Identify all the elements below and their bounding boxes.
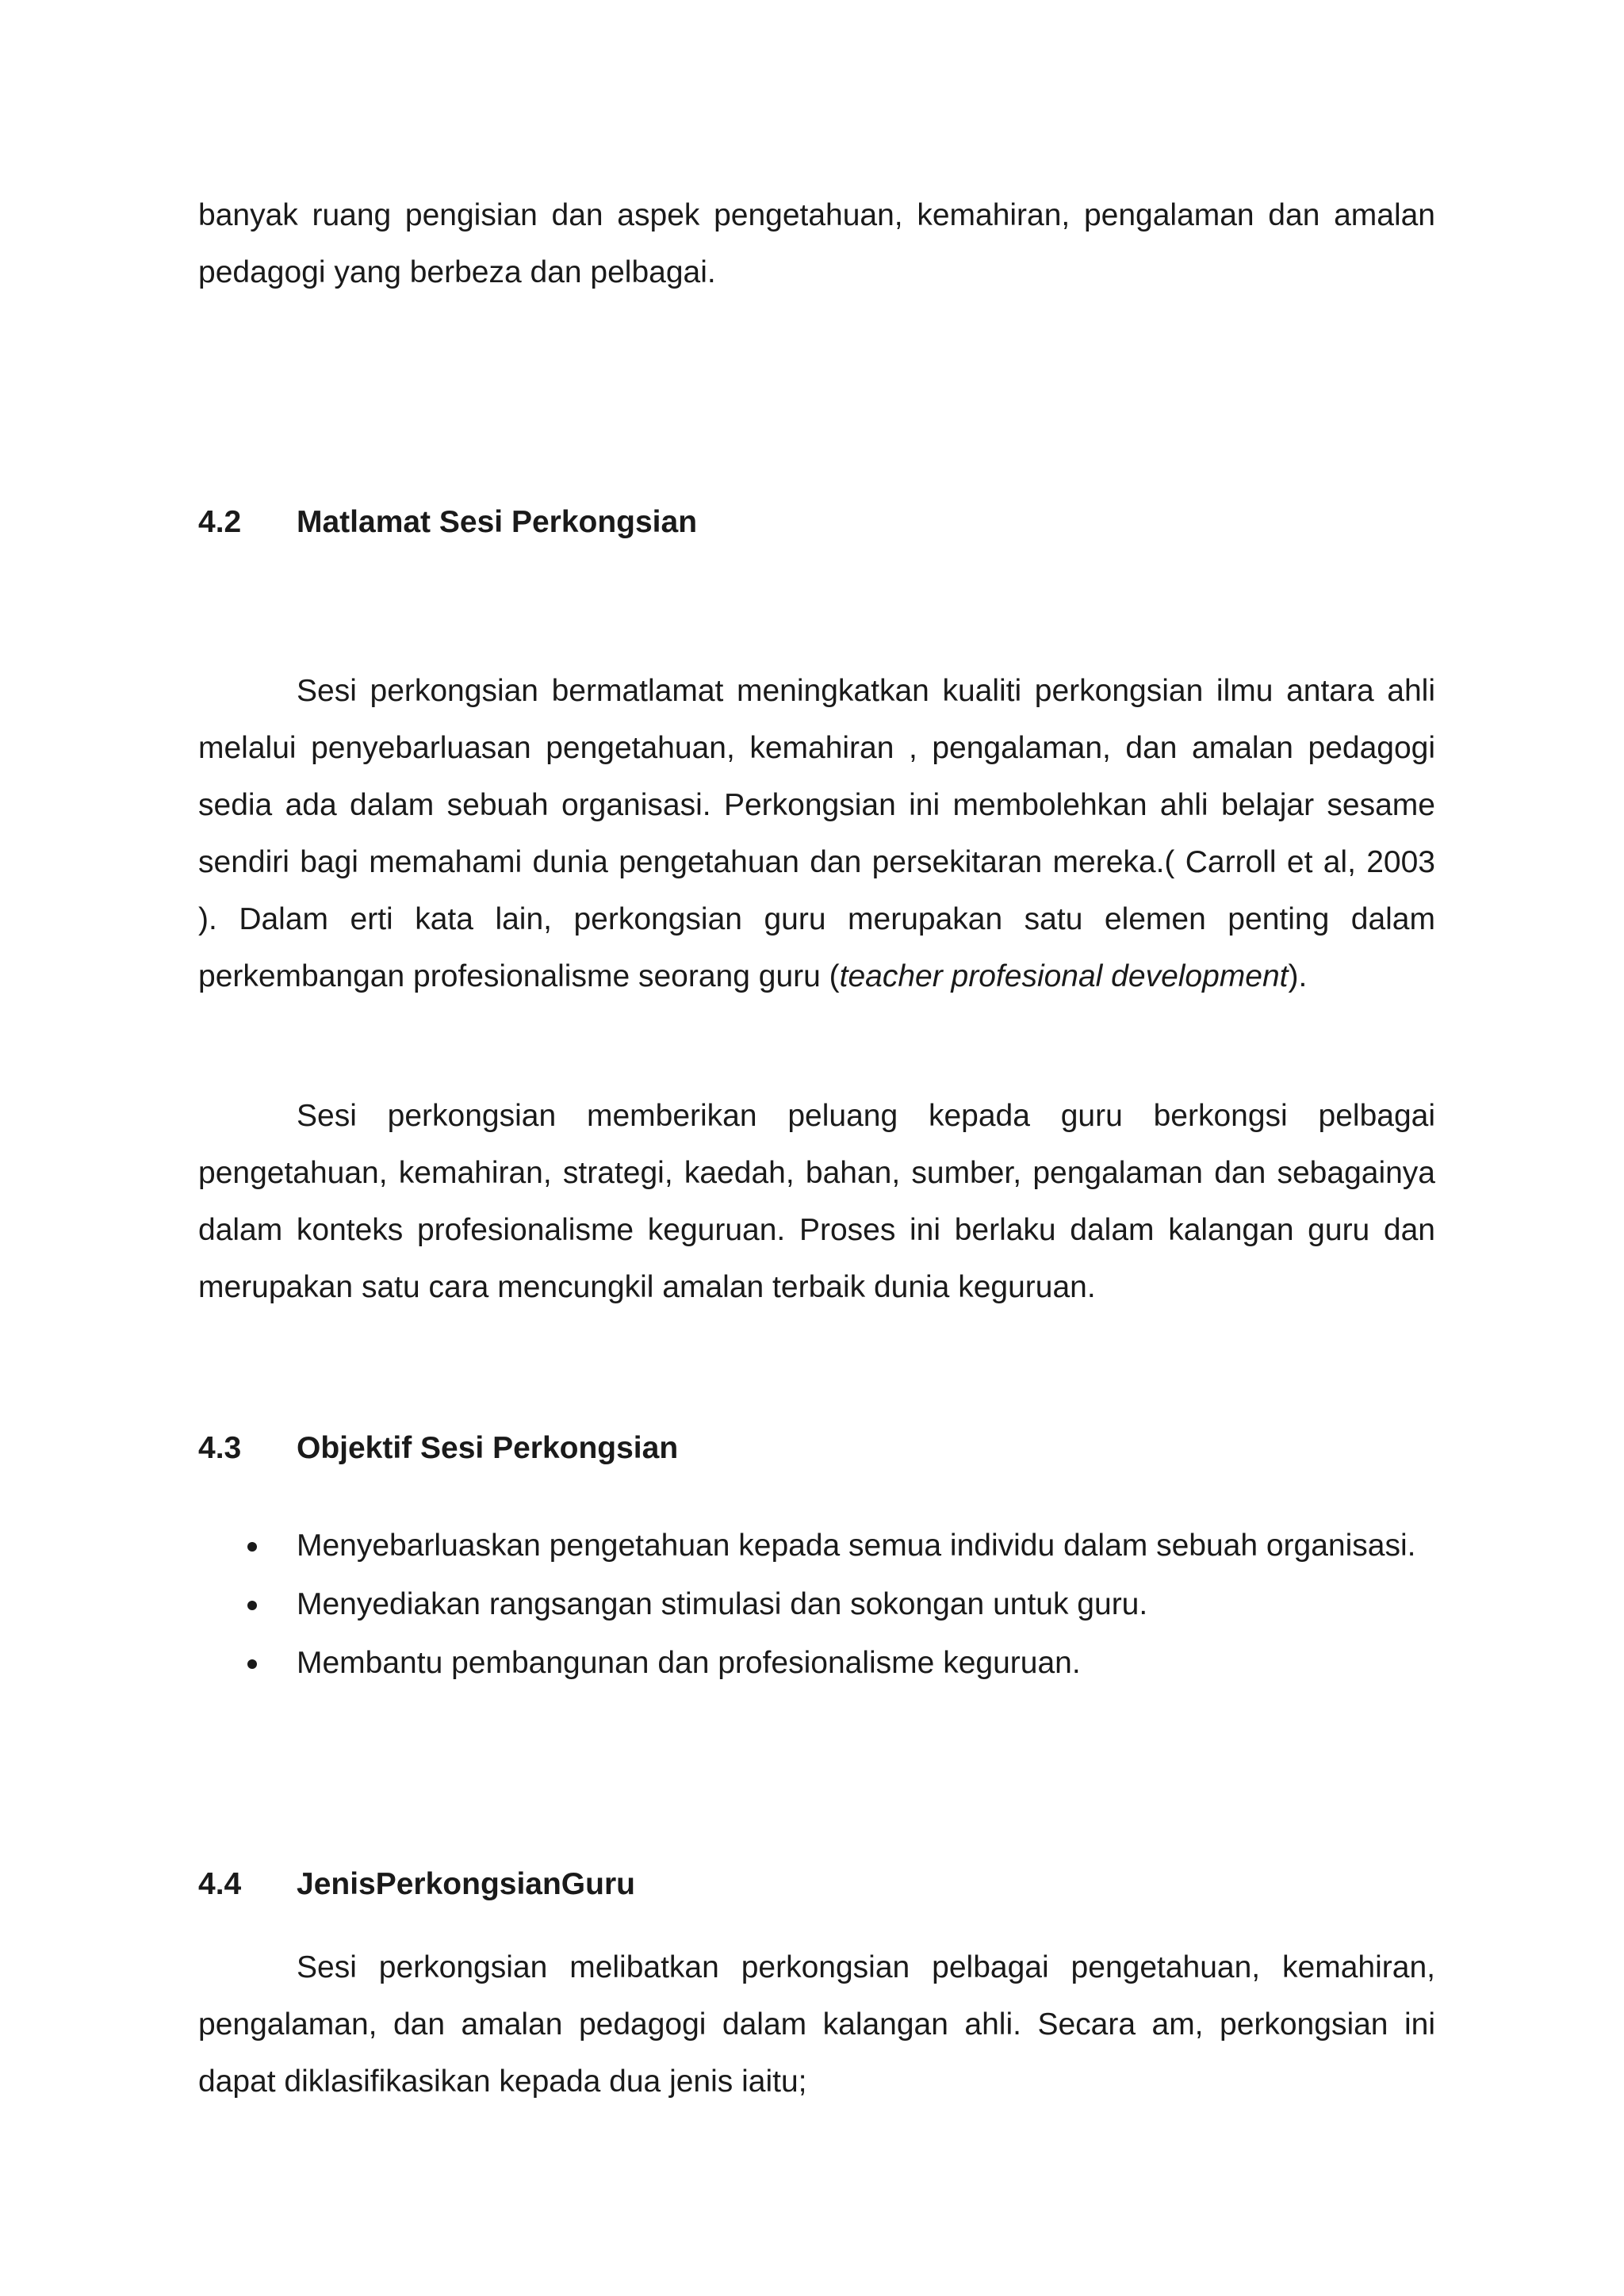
section-4-2-paragraph-1 <box>198 663 1435 1005</box>
section-4-2-paragraph-2-text: Sesi perkongsian memberikan peluang kepada guru berkongsi pelbagai pengetahuan, kemahiran, strategi, kaedah, bahan, sumber, pengalaman dan sebagainya dalam konteks profesionalisme keguruan. Proses ini berlaku dalam kalangan guru dan merupakan satu cara mencungkil amalan terbaik dunia keguruan. <box>198 1099 1435 1304</box>
section-4-3-number: 4.3 <box>198 1431 242 1465</box>
list-item-text: Menyediakan rangsangan stimulasi dan sokongan untuk guru. <box>297 1587 1148 1621</box>
section-4-2-number: 4.2 <box>198 505 242 539</box>
section-4-4-title: JenisPerkongsianGuru <box>297 1867 635 1901</box>
intro-text: banyak ruang pengisian dan aspek pengetahuan, kemahiran, pengalaman dan amalan pedagogi yang berbeza dan pelbagai. <box>198 198 1435 289</box>
intro-paragraph <box>198 187 1435 301</box>
section-4-3-heading <box>198 1429 678 1468</box>
section-4-4-paragraph <box>198 1939 1435 2110</box>
bullet-icon <box>247 1659 257 1669</box>
section-4-2-paragraph-2 <box>198 1088 1435 1316</box>
list-item-text: Membantu pembangunan dan profesionalisme keguruan. <box>297 1646 1081 1680</box>
section-4-4-heading <box>198 1865 635 1904</box>
list-item <box>198 1517 1435 1575</box>
section-4-2-title: Matlamat Sesi Perkongsian <box>297 505 698 539</box>
bullet-icon <box>247 1542 257 1552</box>
list-item <box>198 1635 1435 1692</box>
section-4-3-title: Objektif Sesi Perkongsian <box>297 1431 679 1465</box>
section-4-2-paragraph-1-end: ). <box>1288 959 1308 993</box>
bullet-icon <box>247 1601 257 1610</box>
section-4-2-paragraph-1-text: Sesi perkongsian bermatlamat meningkatkan kualiti perkongsian ilmu antara ahli melalui penyebarluasan pengetahuan, kemahiran , pengalaman, dan amalan pedagogi sedia ada dalam sebuah organisasi. Perkongsian ini membolehkan ahli belajar sesame sendiri bagi memahami dunia pengetahuan dan persekitaran mereka.( Carroll et al, 2003 ). Dalam erti kata lain, perkongsian guru merupakan satu elemen penting dalam perkembangan profesionalisme seorang guru ( <box>198 674 1435 993</box>
list-item-text: Menyebarluaskan pengetahuan kepada semua individu dalam sebuah organisasi. <box>297 1529 1416 1563</box>
section-4-2-heading <box>198 503 697 542</box>
section-4-4-paragraph-text: Sesi perkongsian melibatkan perkongsian pelbagai pengetahuan, kemahiran, pengalaman, dan amalan pedagogi dalam kalangan ahli. Secara am, perkongsian ini dapat diklasifikasikan kepada dua jenis iaitu; <box>198 1950 1435 2099</box>
objectives-list <box>198 1517 1435 1692</box>
section-4-4-number: 4.4 <box>198 1867 242 1901</box>
list-item <box>198 1576 1435 1633</box>
section-4-2-paragraph-1-italic: teacher profesional development <box>839 959 1289 993</box>
